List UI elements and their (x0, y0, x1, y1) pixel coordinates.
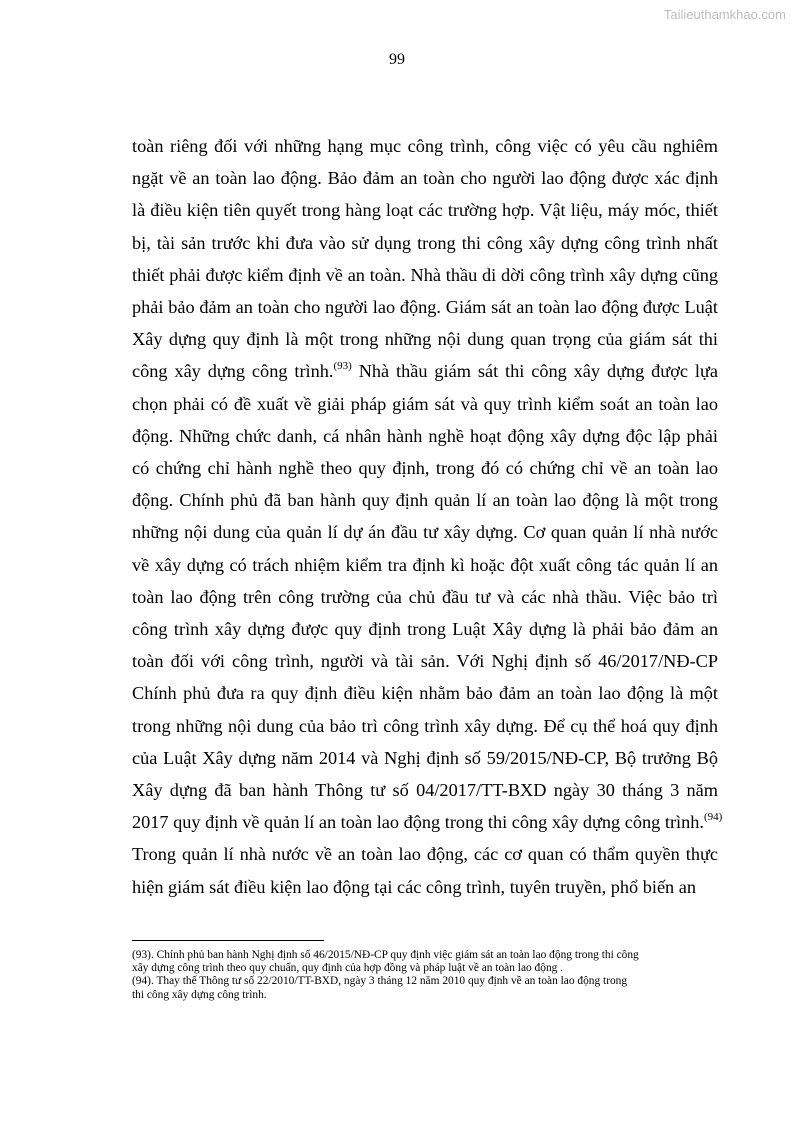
footnotes (132, 949, 722, 1002)
body-line-text: hiện giám sát điều kiện lao động tại các công trình, tuyên truyền, phổ biến an (132, 876, 697, 897)
body-line (132, 388, 718, 420)
body-line-text: Chính phủ đưa ra quy định điều kiện nhằm bảo đảm an toàn lao động là một (132, 683, 718, 704)
footnote-line: (94). Thay thế Thông tư số 22/2010/TT-BXD, ngày 3 tháng 12 năm 2010 quy định về an toàn lao động trong (132, 975, 628, 988)
body-line-text: phải bảo đảm an toàn cho người lao động. Giám sát an toàn lao động được Luật (132, 297, 718, 318)
body-line (132, 162, 718, 194)
body-line (132, 227, 718, 259)
body-line-text: Trong quản lí nhà nước về an toàn lao động, các cơ quan có thẩm quyền thực (132, 844, 718, 865)
body-line (132, 710, 718, 742)
body-line (132, 613, 718, 645)
body-line (132, 484, 718, 516)
body-line (132, 323, 718, 355)
body-line (132, 130, 718, 162)
footnote-line: thi công xây dựng công trình. (132, 988, 267, 1001)
body-line (132, 355, 718, 387)
body-line-text: là điều kiện tiên quyết trong hàng loạt các trường hợp. Vật liệu, máy móc, thiết (132, 200, 718, 221)
body-line (132, 581, 718, 613)
body-line-text: toàn lao động trên công trường của chủ đầu tư và các nhà thầu. Việc bảo trì (132, 586, 718, 607)
body-line (132, 420, 718, 452)
body-line-text: bị, tài sản trước khi đưa vào sử dụng trong thi công xây dựng công trình nhất (132, 232, 718, 253)
footnote-line: (93). Chính phủ ban hành Nghị định số 46/2015/NĐ-CP quy định việc giám sát an toàn lao động trong thi công (132, 949, 639, 961)
body-line-text-continued: Nhà thầu giám sát thi công xây dựng được lựa (351, 361, 718, 382)
body-line (132, 291, 718, 323)
body-line-text: động. Chính phủ đã ban hành quy định quản lí an toàn lao động là một trong (132, 490, 718, 511)
body-line-text: chọn phải có đề xuất về giải pháp giám sát và quy trình kiểm soát an toàn lao (132, 393, 718, 414)
body-line (132, 549, 718, 581)
body-line (132, 742, 718, 774)
body-line (132, 774, 718, 806)
body-line (132, 645, 718, 677)
body-line-text: toàn đối với công trình, người và tài sản. Với Nghị định số 46/2017/NĐ-CP (132, 651, 718, 672)
page-number: 99 (389, 51, 405, 68)
footnote-divider (132, 940, 324, 941)
body-line (132, 452, 718, 484)
body-line-text: ngặt về an toàn lao động. Bảo đảm an toàn cho người lao động được xác định (132, 168, 718, 189)
body-line-text: của Luật Xây dựng năm 2014 và Nghị định số 59/2015/NĐ-CP, Bộ trưởng Bộ (132, 747, 718, 768)
footnote-reference[interactable]: (94) (703, 811, 723, 824)
body-line (132, 516, 718, 548)
body-line (132, 838, 718, 870)
footnote-reference[interactable]: (93) (333, 360, 352, 373)
body-line-text: toàn riêng đối với những hạng mục công trình, công việc có yêu cầu nghiêm (132, 136, 718, 156)
body-line-text: trong những nội dung của bảo trì công trình xây dựng. Để cụ thể hoá quy định (132, 715, 718, 736)
body-line (132, 194, 718, 226)
body-line-text: những nội dung của quản lí dự án đầu tư xây dựng. Cơ quan quản lí nhà nước (132, 522, 718, 543)
body-line-text: Xây dựng đã ban hành Thông tư số 04/2017/TT-BXD ngày 30 tháng 3 năm (132, 780, 718, 801)
body-line-text: Xây dựng quy định là một trong những nội dung quan trọng của giám sát thi (132, 329, 718, 350)
body-line (132, 677, 718, 709)
watermark: Tailieuthamkhao.com (663, 7, 786, 22)
footnote-line: xây dựng công trình theo quy chuẩn, quy định của hợp đồng và pháp luật về an toàn lao động . (132, 962, 564, 975)
body-line (132, 871, 718, 903)
body-line-text: công trình xây dựng được quy định trong Luật Xây dựng là phải bảo đảm an (132, 619, 718, 640)
body-text (132, 130, 723, 903)
body-line-text: thiết phải được kiểm định về an toàn. Nhà thầu di dời công trình xây dựng cũng (132, 264, 718, 285)
body-line-text: 2017 quy định về quản lí an toàn lao động trong thi công xây dựng công trình. (132, 812, 704, 833)
body-line-text: có chứng chỉ hành nghề theo quy định, trong đó có chứng chỉ về an toàn lao (132, 458, 718, 479)
body-line-text: về xây dựng có trách nhiệm kiểm tra định kì hoặc đột xuất công tác quản lí an (132, 554, 718, 575)
body-line (132, 259, 718, 291)
body-line (132, 806, 723, 838)
body-line-text: công xây dựng công trình. (132, 361, 334, 382)
body-line-text: động. Những chức danh, cá nhân hành nghề hoạt động xây dựng độc lập phải (132, 425, 718, 446)
